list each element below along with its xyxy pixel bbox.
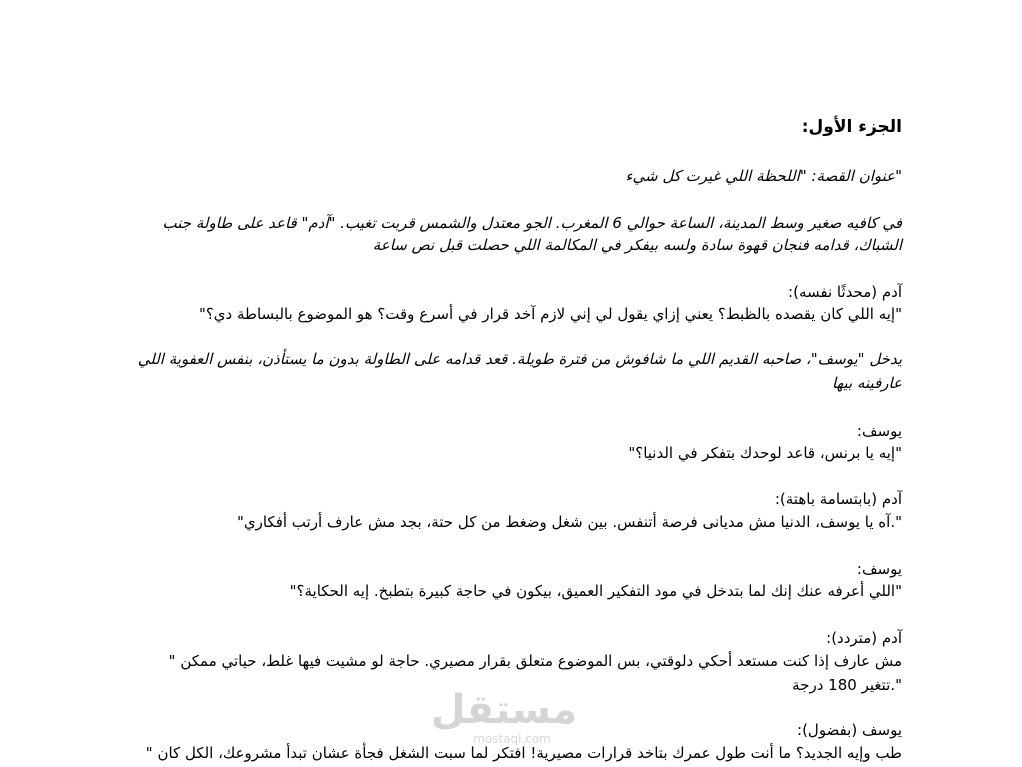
part-heading: الجزء الأول:	[801, 117, 902, 137]
watermark-logo-text: مستقل	[430, 687, 577, 733]
dialogue-line: ".آه يا يوسف، الدنيا مش مديانى فرصة أتنفس. بين شغل وضغط من كل حتة، بجد مش عارف أرتب أفكاري"	[236, 513, 902, 531]
dialogue-line: طب وإيه الجديد؟ ما أنت طول عمرك بتاخد قرارات مصيرية! افتكر لما سبت الشغل فجأة عشان تبدأ مشروعك، الكل كان "	[145, 744, 902, 762]
narration-line: يدخل "يوسف"، صاحبه القديم اللي ما شافوش من فترة طويلة. قعد قدامه على الطاولة بدون ما يستأذن، بنفس العفوية اللي	[137, 350, 902, 368]
dialogue-line: ".تتغير 180 درجة	[792, 676, 902, 694]
mostaql-watermark	[430, 687, 577, 748]
speaker-line: يوسف:	[856, 560, 902, 578]
speaker-line: آدم (بابتسامة باهتة):	[774, 490, 902, 508]
dialogue-line: "إيه يا برنس، قاعد لوحدك بتفكر في الدنيا؟"	[628, 444, 902, 462]
dialogue-line: مش عارف إذا كنت مستعد أحكي دلوقتي، بس الموضوع متعلق بقرار مصيري. حاجة لو مشيت فيها غلط، حياتي ممكن "	[168, 652, 902, 670]
story-title-line: "عنوان القصة: "اللحظة اللي غيرت كل شيء	[625, 167, 902, 185]
narration-line: عارفينه بيها	[832, 374, 902, 392]
narration-line: في كافيه صغير وسط المدينة، الساعة حوالي 6 المغرب. الجو معتدل والشمس قربت تغيب. "آدم" قاعد على طاولة جنب	[162, 214, 902, 232]
narration-line: الشباك، قدامه فنجان قهوة سادة ولسه بيفكر في المكالمة اللي حصلت قبل نص ساعة	[372, 236, 902, 254]
speaker-line: آدم (محدثًا نفسه):	[788, 283, 902, 301]
dialogue-line: "إيه اللي كان يقصده بالظبط؟ يعني إزاي يقول لي إني لازم آخد قرار في أسرع وقت؟ هو الموضوع بالبساطة دي؟"	[198, 305, 902, 323]
watermark-url-text: mostaql.com	[473, 732, 551, 746]
speaker-line: يوسف:	[856, 422, 902, 440]
speaker-line: يوسف (بفضول):	[797, 721, 902, 739]
dialogue-line: "اللي أعرفه عنك إنك لما بتدخل في مود التفكير العميق، بيكون في حاجة كبيرة بتطبخ. إيه الحكاية؟"	[289, 582, 902, 600]
speaker-line: آدم (متردد):	[826, 629, 902, 647]
